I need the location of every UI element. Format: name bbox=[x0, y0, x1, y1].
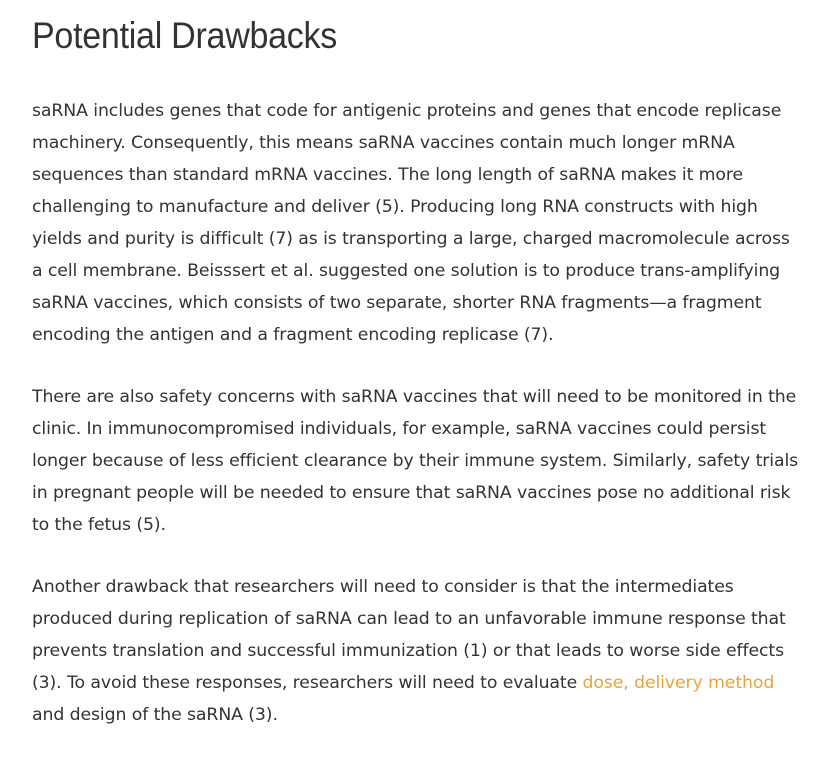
paragraph-safety-concerns: There are also safety concerns with saRNA vaccines that will need to be monitored in the clinic. In immunocompromised individuals, for example, saRNA vaccines could persist longer because of less efficient clearance by their immune system. Similarly, safety trials in pregnant people will be needed to ensure that saRNA vaccines pose no additional risk to the fetus (5). bbox=[32, 387, 799, 535]
paragraph-sarna-length: saRNA includes genes that code for antigenic proteins and genes that encode replicase machinery. Consequently, this means saRNA vaccines contain much longer mRNA sequences than standard mRNA vaccines. The long length of saRNA makes it more challenging to manufacture and deliver (5). Producing long RNA constructs with high yields and purity is difficult (7) as is transporting a large, charged macromolecule across a cell membrane. Beisssert et al. suggested one solution is to produce trans-amplifying saRNA vaccines, which consists of two separate, shorter RNA fragments—a fragment encoding the antigen and a fragment encoding replicase (7). bbox=[32, 101, 790, 345]
paragraph-immune-response-text: Another drawback that researchers will need to consider is that the intermediates produced during replication of saRNA can lead to an unfavorable immune response that prevents translation and successful immunization (1) or that leads to worse side effects (3). To avoid these responses, researchers will need to evaluate bbox=[32, 577, 786, 693]
dose-delivery-method-link[interactable]: dose, delivery method bbox=[582, 673, 775, 693]
article-section bbox=[32, 0, 802, 731]
paragraph-immune-response-tail: and design of the saRNA (3). bbox=[32, 705, 278, 725]
paragraph-immune-response bbox=[32, 571, 802, 731]
section-heading: Potential Drawbacks bbox=[32, 15, 338, 56]
